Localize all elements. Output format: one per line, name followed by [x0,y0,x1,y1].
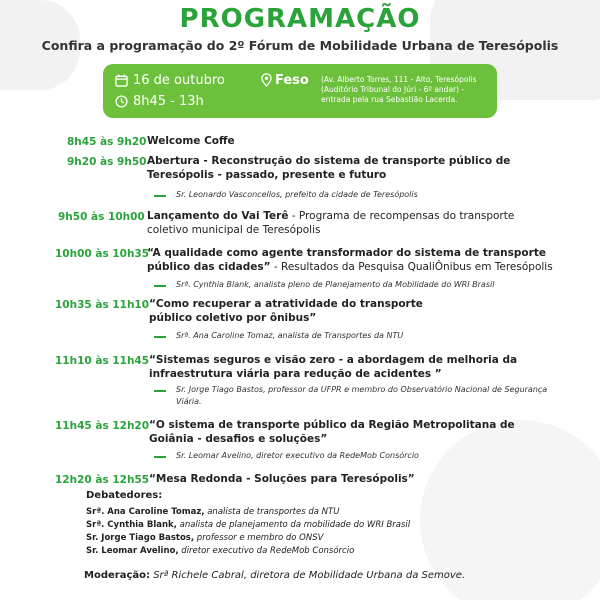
debater-item: Srª. Ana Caroline Tomaz, analista de transportes da NTU [86,507,340,517]
event-place: Feso [275,73,309,88]
slot-speaker: Sr. Jorge Tiago Bastos, professor da UFPR e membro do Observatório Nacional de Segurança Viária. [176,384,566,408]
moderation-value: Srª Richele Cabral, diretora de Mobilidade Urbana da Semove. [153,570,466,581]
speaker-dash [154,456,166,458]
slot-speaker: Sr. Leonardo Vasconcellos, prefeito da cidade de Teresópolis [176,189,536,201]
speaker-dash [154,285,166,287]
slot-time: 10h35 às 11h10 [55,299,150,311]
speaker-dash [154,195,166,197]
slot-time: 12h20 às 12h55 [55,474,150,486]
slot-time: 11h10 às 11h45 [55,355,150,367]
slot-title: “O sistema de transporte público da Região Metropolitana de Goiânia - desafios e soluções” [149,419,515,445]
slot-time: 10h00 às 10h35 [55,248,150,260]
slot-speaker: Srª. Cynthia Blank, analista pleno de Planejamento da Mobilidade do WRI Brasil [176,279,556,291]
event-address: (Av. Alberto Torres, 111 - Alto, Teresópolis (Auditório Tribunal do Júri - 6º andar) - entrada pela rua Sebastião Lacerda. [321,75,477,104]
slot-time: 9h20 às 9h50 [67,156,147,168]
slot-title: “Mesa Redonda - Soluções para Teresópolis” [149,473,415,485]
slot-time: 11h45 às 12h20 [55,420,150,432]
event-info-box [103,64,497,118]
slot-title: Lançamento do Vai Terê - Programa de recompensas do transporte coletivo municipal de Teresópolis [147,210,515,236]
moderation-label: Moderação: [84,570,150,581]
slot-title: Abertura - Reconstrução do sistema de transporte público de Teresópolis - passado, presente e futuro [147,155,511,181]
location-pin-icon [261,73,272,87]
slot-time: 9h50 às 10h00 [58,211,145,223]
slot-speaker: Sr. Leomar Avelino, diretor executivo da RedeMob Consórcio [176,450,536,462]
debater-item: Srª. Cynthia Blank, analista de planejamento da mobilidade do WRI Brasil [86,520,411,530]
event-date: 16 de outubro [133,73,225,88]
debaters-title: Debatedores: [86,490,163,501]
page-title: PROGRAMAÇÃO [179,4,421,34]
clock-icon [115,95,128,108]
moderation [84,570,465,581]
speaker-dash [154,336,166,338]
debater-item: Sr. Jorge Tiago Bastos, professor e membro do ONSV [86,533,324,543]
event-time: 8h45 - 13h [133,94,204,109]
slot-title: Welcome Coffe [147,135,235,147]
slot-time: 8h45 às 9h20 [67,136,147,148]
cut-off-next-row [60,592,180,600]
slot-speaker: Srª. Ana Caroline Tomaz, analista de Transportes da NTU [176,330,536,342]
speaker-dash [154,390,166,392]
page-subtitle: Confira a programação do 2º Fórum de Mobilidade Urbana de Teresópolis [41,38,559,53]
slot-title: “Como recuperar a atratividade do transporte público coletivo por ônibus” [149,298,423,324]
calendar-icon [115,74,128,87]
slot-title: “Sistemas seguros e visão zero - a abordagem de melhoria da infraestrutura viária para redução de acidentes ” [149,354,518,380]
debater-item: Sr. Leomar Avelino, diretor executivo da RedeMob Consórcio [86,546,355,556]
slot-title: “A qualidade como agente transformador do sistema de transporte público das cidades” - Resultados da Pesquisa QualiÔnibus em Teresópolis [147,247,553,273]
